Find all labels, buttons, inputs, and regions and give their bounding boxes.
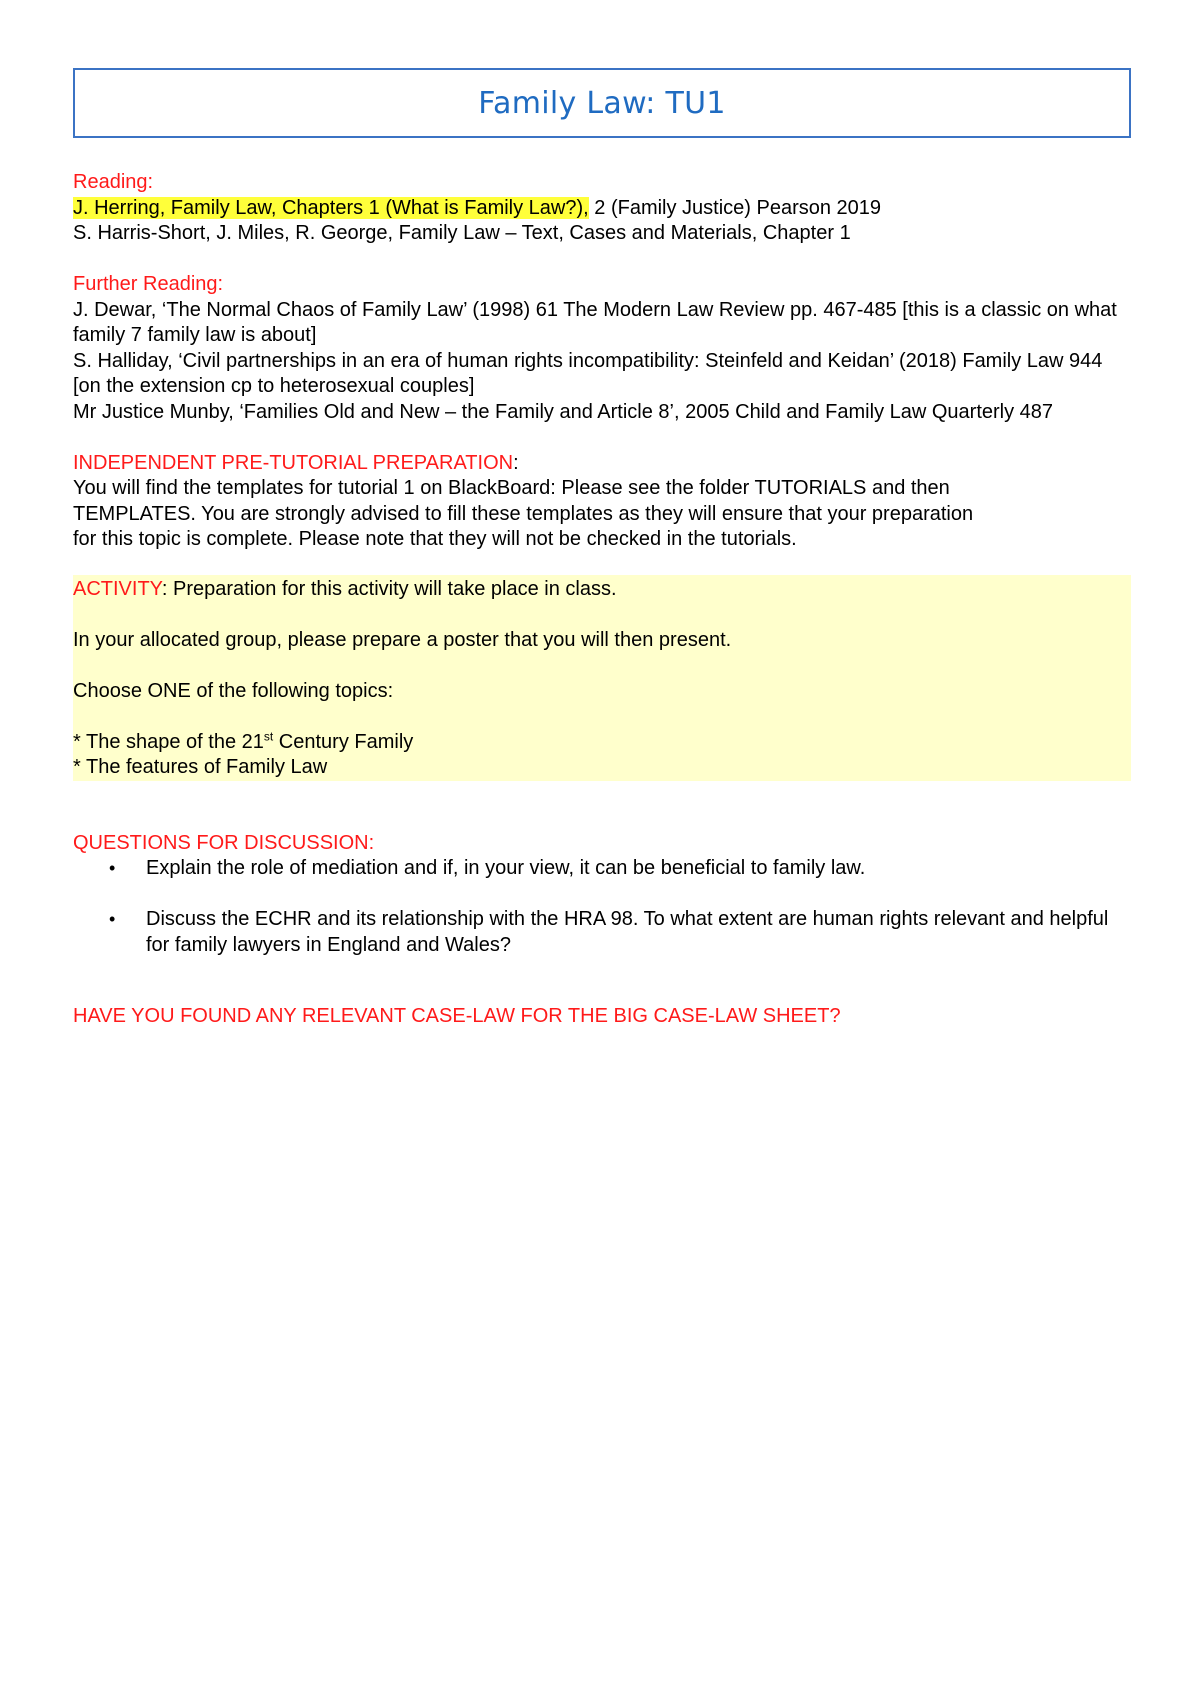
activity-label: ACTIVITY: [73, 577, 162, 600]
questions-section: [73, 831, 1131, 959]
preparation-section: [73, 451, 1131, 553]
reading-item: [73, 196, 1131, 222]
activity-topic: * The features of Family Law: [73, 756, 328, 778]
activity-intro-line: [73, 577, 1131, 603]
further-reading-heading: Further Reading:: [73, 273, 224, 295]
further-reading-item: J. Dewar, ‘The Normal Chaos of Family Law’ (1998) 61 The Modern Law Review pp. 467-485 [this is a classic on what family 7 family law is about]: [73, 298, 1117, 346]
reading-item: S. Harris-Short, J. Miles, R. George, Family Law – Text, Cases and Materials, Chapter 1: [73, 222, 851, 244]
question-item: [73, 856, 1131, 882]
case-law-prompt: HAVE YOU FOUND ANY RELEVANT CASE-LAW FOR THE BIG CASE-LAW SHEET?: [73, 1005, 841, 1027]
activity-topic: [73, 730, 1131, 756]
question-text: Discuss the ECHR and its relationship with the HRA 98. To what extent are human rights relevant and helpful for family lawyers in England and Wales?: [146, 908, 1109, 956]
topic-prefix: * The shape of the 21: [73, 730, 264, 753]
document-title: Family Law: TU1: [478, 85, 726, 121]
reading-heading: Reading:: [73, 171, 154, 193]
activity-group-text: In your allocated group, please prepare a poster that you will then present.: [73, 628, 732, 651]
topic-suffix: Century Family: [273, 730, 414, 753]
questions-heading: QUESTIONS FOR DISCUSSION:: [73, 831, 375, 854]
further-reading-item: S. Halliday, ‘Civil partnerships in an era of human rights incompatibility: Steinfeld and Keidan’ (2018) Family Law 944 [on the extension cp to heterosexual couples]: [73, 349, 1103, 397]
further-reading-section: [73, 272, 1131, 425]
reading-item-highlight: J. Herring, Family Law, Chapters 1 (What is Family Law?),: [73, 196, 589, 219]
preparation-heading: INDEPENDENT PRE-TUTORIAL PREPARATION: [73, 451, 514, 474]
activity-choose-text: Choose ONE of the following topics:: [73, 679, 394, 702]
topic-superscript: st: [263, 728, 274, 743]
activity-intro: : Preparation for this activity will take place in class.: [161, 577, 617, 600]
preparation-text-line: TEMPLATES. You are strongly advised to fill these templates as they will ensure that your preparation: [73, 502, 974, 525]
further-reading-item: Mr Justice Munby, ‘Families Old and New – the Family and Article 8’, 2005 Child and Family Law Quarterly 487: [73, 400, 1054, 423]
preparation-heading-line: [73, 451, 1131, 477]
preparation-colon: :: [513, 451, 519, 474]
question-item: [73, 907, 1131, 958]
bullet-icon: •: [109, 858, 116, 878]
reading-section: [73, 170, 1131, 247]
preparation-text-line: You will find the templates for tutorial 1 on BlackBoard: Please see the folder TUTORIALS and then: [73, 477, 950, 499]
activity-box: [73, 575, 1131, 781]
document-page: [73, 68, 1131, 1030]
preparation-text-line: for this topic is complete. Please note that they will not be checked in the tutorials.: [73, 528, 797, 550]
reading-item-rest: 2 (Family Justice) Pearson 2019: [588, 196, 882, 219]
question-text: Explain the role of mediation and if, in your view, it can be beneficial to family law.: [146, 857, 866, 879]
title-box: [73, 68, 1131, 138]
bullet-icon: •: [109, 909, 116, 929]
questions-list: [73, 856, 1131, 958]
